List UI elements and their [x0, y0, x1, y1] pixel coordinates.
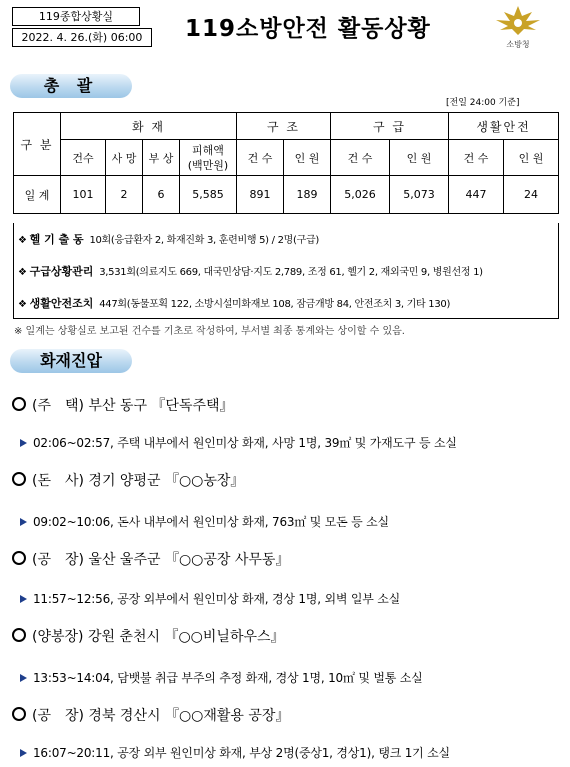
- row-label-daily: 일 계: [14, 176, 61, 214]
- footnote: ※ 일계는 상황실로 보고된 건수를 기초로 작성하여, 부서별 최종 통계와는 상이할 수 있음.: [14, 326, 405, 337]
- value-deaths: 2: [106, 176, 143, 214]
- circle-bullet-icon: [12, 707, 26, 721]
- fire-item-desc: 11:57~12:56, 공장 외부에서 원인미상 화재, 경상 1명, 외벽 일부 소실: [20, 590, 400, 607]
- fire-section-title: 화재진압: [10, 349, 132, 373]
- triangle-bullet-icon: [20, 595, 27, 603]
- subhead: 인 원: [284, 140, 331, 176]
- basis-note: [전일 24:00 기준]: [446, 98, 520, 108]
- value-ems-people: 5,073: [390, 176, 449, 214]
- circle-bullet-icon: [12, 472, 26, 486]
- value-injuries: 6: [143, 176, 180, 214]
- row-header-label: 구 분: [14, 113, 61, 176]
- value-life-count: 447: [449, 176, 504, 214]
- emblem-text: 소방청: [506, 40, 530, 49]
- office-label: 119종합상황실: [12, 7, 140, 26]
- triangle-bullet-icon: [20, 518, 27, 526]
- fire-item-desc: 16:07~20:11, 공장 외부 원인미상 화재, 부상 2명(중상1, 경상1), 탱크 1기 소실: [20, 744, 450, 761]
- subhead: 피해액 (백만원): [180, 140, 237, 176]
- circle-bullet-icon: [12, 551, 26, 565]
- value-fire-count: 101: [61, 176, 106, 214]
- fire-item-desc: 09:02~10:06, 돈사 내부에서 원인미상 화재, 763㎡ 및 모돈 등 소실: [20, 513, 389, 530]
- subhead: 부 상: [143, 140, 180, 176]
- circle-bullet-icon: [12, 628, 26, 642]
- fire-item-title: (주 택) 부산 동구 『단독주택』: [12, 395, 234, 415]
- subhead: 인 원: [504, 140, 559, 176]
- group-rescue: 구 조: [237, 113, 331, 140]
- fire-item-title: (공 장) 경북 경산시 『○○재활용 공장』: [12, 705, 289, 725]
- fire-agency-emblem: [486, 2, 550, 50]
- report-datetime: 2022. 4. 26.(화) 06:00: [12, 28, 152, 47]
- fire-item-title: (공 장) 울산 울주군 『○○공장 사무동』: [12, 549, 289, 569]
- triangle-bullet-icon: [20, 439, 27, 447]
- summary-info-box: [13, 223, 559, 319]
- circle-bullet-icon: [12, 397, 26, 411]
- subhead: 건 수: [237, 140, 284, 176]
- info-helicopter: ❖ 헬 기 출 동 10회(응급환자 2, 화재진화 3, 훈련비행 5) / 2명(구급): [18, 233, 319, 246]
- subhead: 건 수: [331, 140, 390, 176]
- group-life-safety: 생활안전: [449, 113, 559, 140]
- info-ems-management: ❖ 구급상황관리 3,531회(의료지도 669, 대국민상담‧지도 2,789, 조정 61, 헬기 2, 재외국민 9, 병원선정 1): [18, 265, 483, 278]
- value-rescue-count: 891: [237, 176, 284, 214]
- fire-item-desc: 13:53~14:04, 담뱃불 취급 부주의 추정 화재, 경상 1명, 10㎡ 및 벌통 소실: [20, 669, 423, 686]
- subhead: 건수: [61, 140, 106, 176]
- subhead: 건 수: [449, 140, 504, 176]
- group-fire: 화 재: [61, 113, 237, 140]
- page-title: 119소방안전 활동상황: [185, 16, 431, 42]
- subhead: 인 원: [390, 140, 449, 176]
- summary-table: [13, 112, 559, 214]
- fire-item-title: (돈 사) 경기 양평군 『○○농장』: [12, 470, 244, 490]
- value-life-people: 24: [504, 176, 559, 214]
- value-damage: 5,585: [180, 176, 237, 214]
- summary-section-title: 총 괄: [10, 74, 132, 98]
- fire-item-desc: 02:06~02:57, 주택 내부에서 원인미상 화재, 사망 1명, 39㎡ 및 가재도구 등 소실: [20, 434, 457, 451]
- triangle-bullet-icon: [20, 674, 27, 682]
- subhead: 사 망: [106, 140, 143, 176]
- info-life-safety: ❖ 생활안전조치 447회(동물포획 122, 소방시설미화재보 108, 잠금개방 84, 안전조치 3, 기타 130): [18, 297, 451, 310]
- value-ems-count: 5,026: [331, 176, 390, 214]
- fire-item-title: (양봉장) 강원 춘천시 『○○비닐하우스』: [12, 626, 285, 646]
- triangle-bullet-icon: [20, 749, 27, 757]
- group-ems: 구 급: [331, 113, 449, 140]
- value-rescue-people: 189: [284, 176, 331, 214]
